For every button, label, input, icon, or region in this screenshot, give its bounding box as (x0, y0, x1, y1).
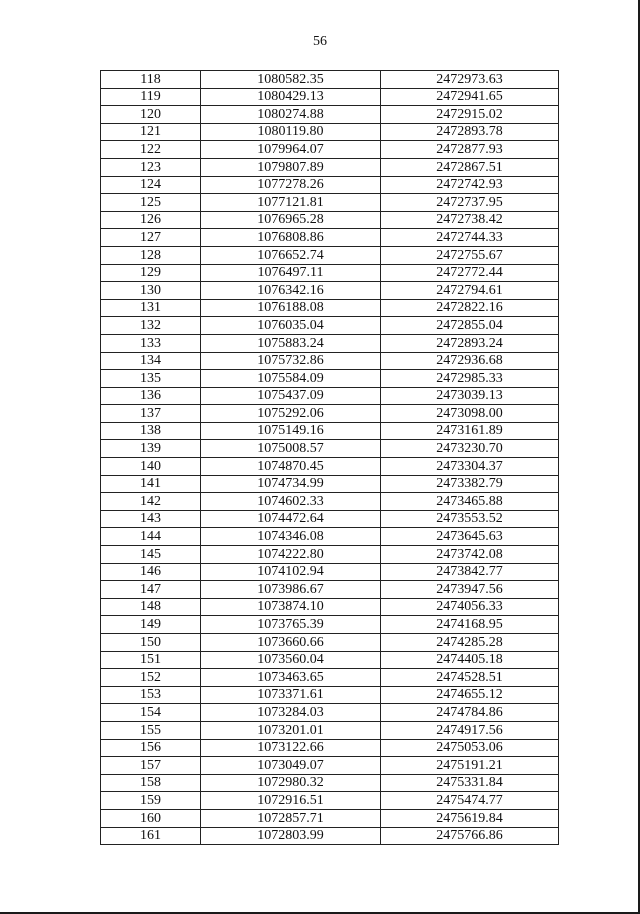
table-row (101, 158, 559, 176)
y-coordinate-cell: 2473230.70 (381, 440, 559, 458)
y-coordinate-cell: 2474528.51 (381, 669, 559, 687)
y-coordinate-cell: 2474168.95 (381, 616, 559, 634)
y-coordinate-cell: 2472772.44 (381, 264, 559, 282)
y-coordinate-cell: 2472893.78 (381, 123, 559, 141)
point-number-cell: 125 (101, 194, 201, 212)
y-coordinate-cell: 2472755.67 (381, 246, 559, 264)
point-number-cell: 133 (101, 334, 201, 352)
x-coordinate-cell: 1079807.89 (201, 158, 381, 176)
y-coordinate-cell: 2472742.93 (381, 176, 559, 194)
x-coordinate-cell: 1080582.35 (201, 71, 381, 89)
y-coordinate-cell: 2472936.68 (381, 352, 559, 370)
table-row (101, 528, 559, 546)
point-number-cell: 148 (101, 598, 201, 616)
point-number-cell: 159 (101, 792, 201, 810)
point-number-cell: 155 (101, 721, 201, 739)
point-number-cell: 157 (101, 757, 201, 775)
point-number-cell: 128 (101, 246, 201, 264)
y-coordinate-cell: 2475766.86 (381, 827, 559, 845)
table-row (101, 686, 559, 704)
y-coordinate-cell: 2472737.95 (381, 194, 559, 212)
y-coordinate-cell: 2473039.13 (381, 387, 559, 405)
point-number-cell: 118 (101, 71, 201, 89)
x-coordinate-cell: 1072980.32 (201, 774, 381, 792)
x-coordinate-cell: 1075149.16 (201, 422, 381, 440)
y-coordinate-cell: 2472744.33 (381, 229, 559, 247)
point-number-cell: 144 (101, 528, 201, 546)
point-number-cell: 127 (101, 229, 201, 247)
x-coordinate-cell: 1079964.07 (201, 141, 381, 159)
table-row (101, 598, 559, 616)
x-coordinate-cell: 1076342.16 (201, 282, 381, 300)
table-row (101, 88, 559, 106)
table-row (101, 774, 559, 792)
page-number: 56 (313, 34, 327, 49)
y-coordinate-cell: 2473382.79 (381, 475, 559, 493)
table-row (101, 721, 559, 739)
y-coordinate-cell: 2473161.89 (381, 422, 559, 440)
y-coordinate-cell: 2473947.56 (381, 581, 559, 599)
y-coordinate-cell: 2472985.33 (381, 370, 559, 388)
x-coordinate-cell: 1074222.80 (201, 546, 381, 564)
point-number-cell: 137 (101, 405, 201, 423)
point-number-cell: 156 (101, 739, 201, 757)
point-number-cell: 122 (101, 141, 201, 159)
point-number-cell: 139 (101, 440, 201, 458)
x-coordinate-cell: 1080274.88 (201, 106, 381, 124)
table-row (101, 387, 559, 405)
table-row (101, 739, 559, 757)
y-coordinate-cell: 2472822.16 (381, 299, 559, 317)
coordinates-table (100, 70, 559, 845)
point-number-cell: 134 (101, 352, 201, 370)
x-coordinate-cell: 1074102.94 (201, 563, 381, 581)
table-row (101, 299, 559, 317)
x-coordinate-cell: 1073463.65 (201, 669, 381, 687)
table-row (101, 246, 559, 264)
table-row (101, 352, 559, 370)
x-coordinate-cell: 1076035.04 (201, 317, 381, 335)
x-coordinate-cell: 1076808.86 (201, 229, 381, 247)
coordinates-table-body (101, 71, 559, 845)
table-row (101, 792, 559, 810)
x-coordinate-cell: 1075883.24 (201, 334, 381, 352)
y-coordinate-cell: 2474056.33 (381, 598, 559, 616)
y-coordinate-cell: 2473742.08 (381, 546, 559, 564)
point-number-cell: 132 (101, 317, 201, 335)
table-row (101, 475, 559, 493)
y-coordinate-cell: 2472915.02 (381, 106, 559, 124)
x-coordinate-cell: 1072857.71 (201, 809, 381, 827)
point-number-cell: 141 (101, 475, 201, 493)
point-number-cell: 142 (101, 493, 201, 511)
table-row (101, 123, 559, 141)
point-number-cell: 121 (101, 123, 201, 141)
y-coordinate-cell: 2472794.61 (381, 282, 559, 300)
x-coordinate-cell: 1075437.09 (201, 387, 381, 405)
point-number-cell: 131 (101, 299, 201, 317)
table-row (101, 370, 559, 388)
point-number-cell: 143 (101, 510, 201, 528)
y-coordinate-cell: 2474405.18 (381, 651, 559, 669)
table-row (101, 106, 559, 124)
point-number-cell: 126 (101, 211, 201, 229)
table-row (101, 141, 559, 159)
x-coordinate-cell: 1073986.67 (201, 581, 381, 599)
point-number-cell: 161 (101, 827, 201, 845)
x-coordinate-cell: 1073049.07 (201, 757, 381, 775)
x-coordinate-cell: 1077121.81 (201, 194, 381, 212)
table-row (101, 71, 559, 89)
x-coordinate-cell: 1076497.11 (201, 264, 381, 282)
y-coordinate-cell: 2472877.93 (381, 141, 559, 159)
y-coordinate-cell: 2474285.28 (381, 634, 559, 652)
y-coordinate-cell: 2473645.63 (381, 528, 559, 546)
table-row (101, 229, 559, 247)
table-row (101, 422, 559, 440)
point-number-cell: 149 (101, 616, 201, 634)
x-coordinate-cell: 1074734.99 (201, 475, 381, 493)
point-number-cell: 136 (101, 387, 201, 405)
table-row (101, 581, 559, 599)
table-row (101, 510, 559, 528)
x-coordinate-cell: 1072916.51 (201, 792, 381, 810)
y-coordinate-cell: 2473553.52 (381, 510, 559, 528)
point-number-cell: 158 (101, 774, 201, 792)
x-coordinate-cell: 1075584.09 (201, 370, 381, 388)
x-coordinate-cell: 1074346.08 (201, 528, 381, 546)
point-number-cell: 123 (101, 158, 201, 176)
point-number-cell: 138 (101, 422, 201, 440)
point-number-cell: 151 (101, 651, 201, 669)
y-coordinate-cell: 2475331.84 (381, 774, 559, 792)
table-row (101, 176, 559, 194)
table-row (101, 458, 559, 476)
point-number-cell: 153 (101, 686, 201, 704)
y-coordinate-cell: 2472941.65 (381, 88, 559, 106)
x-coordinate-cell: 1073765.39 (201, 616, 381, 634)
point-number-cell: 135 (101, 370, 201, 388)
table-row (101, 563, 559, 581)
table-row (101, 651, 559, 669)
table-row (101, 334, 559, 352)
y-coordinate-cell: 2473098.00 (381, 405, 559, 423)
y-coordinate-cell: 2475053.06 (381, 739, 559, 757)
table-row (101, 405, 559, 423)
table-row (101, 757, 559, 775)
y-coordinate-cell: 2472973.63 (381, 71, 559, 89)
y-coordinate-cell: 2474784.86 (381, 704, 559, 722)
y-coordinate-cell: 2472738.42 (381, 211, 559, 229)
x-coordinate-cell: 1074472.64 (201, 510, 381, 528)
point-number-cell: 140 (101, 458, 201, 476)
y-coordinate-cell: 2472893.24 (381, 334, 559, 352)
x-coordinate-cell: 1076652.74 (201, 246, 381, 264)
point-number-cell: 119 (101, 88, 201, 106)
x-coordinate-cell: 1073201.01 (201, 721, 381, 739)
y-coordinate-cell: 2474917.56 (381, 721, 559, 739)
point-number-cell: 145 (101, 546, 201, 564)
x-coordinate-cell: 1075292.06 (201, 405, 381, 423)
table-row (101, 317, 559, 335)
point-number-cell: 154 (101, 704, 201, 722)
point-number-cell: 129 (101, 264, 201, 282)
x-coordinate-cell: 1073560.04 (201, 651, 381, 669)
table-row (101, 282, 559, 300)
x-coordinate-cell: 1075008.57 (201, 440, 381, 458)
x-coordinate-cell: 1077278.26 (201, 176, 381, 194)
x-coordinate-cell: 1075732.86 (201, 352, 381, 370)
table-row (101, 264, 559, 282)
x-coordinate-cell: 1080119.80 (201, 123, 381, 141)
table-row (101, 704, 559, 722)
point-number-cell: 124 (101, 176, 201, 194)
y-coordinate-cell: 2475191.21 (381, 757, 559, 775)
y-coordinate-cell: 2472867.51 (381, 158, 559, 176)
point-number-cell: 152 (101, 669, 201, 687)
table-row (101, 616, 559, 634)
x-coordinate-cell: 1074870.45 (201, 458, 381, 476)
y-coordinate-cell: 2473304.37 (381, 458, 559, 476)
x-coordinate-cell: 1076188.08 (201, 299, 381, 317)
point-number-cell: 147 (101, 581, 201, 599)
y-coordinate-cell: 2475474.77 (381, 792, 559, 810)
x-coordinate-cell: 1074602.33 (201, 493, 381, 511)
x-coordinate-cell: 1073874.10 (201, 598, 381, 616)
y-coordinate-cell: 2472855.04 (381, 317, 559, 335)
y-coordinate-cell: 2474655.12 (381, 686, 559, 704)
table-row (101, 669, 559, 687)
x-coordinate-cell: 1073660.66 (201, 634, 381, 652)
table-row (101, 634, 559, 652)
table-row (101, 493, 559, 511)
x-coordinate-cell: 1073122.66 (201, 739, 381, 757)
point-number-cell: 130 (101, 282, 201, 300)
point-number-cell: 146 (101, 563, 201, 581)
x-coordinate-cell: 1072803.99 (201, 827, 381, 845)
x-coordinate-cell: 1076965.28 (201, 211, 381, 229)
point-number-cell: 150 (101, 634, 201, 652)
table-row (101, 194, 559, 212)
table-row (101, 827, 559, 845)
y-coordinate-cell: 2473465.88 (381, 493, 559, 511)
x-coordinate-cell: 1080429.13 (201, 88, 381, 106)
table-row (101, 440, 559, 458)
x-coordinate-cell: 1073284.03 (201, 704, 381, 722)
table-row (101, 211, 559, 229)
point-number-cell: 120 (101, 106, 201, 124)
table-row (101, 809, 559, 827)
y-coordinate-cell: 2475619.84 (381, 809, 559, 827)
table-row (101, 546, 559, 564)
y-coordinate-cell: 2473842.77 (381, 563, 559, 581)
x-coordinate-cell: 1073371.61 (201, 686, 381, 704)
point-number-cell: 160 (101, 809, 201, 827)
